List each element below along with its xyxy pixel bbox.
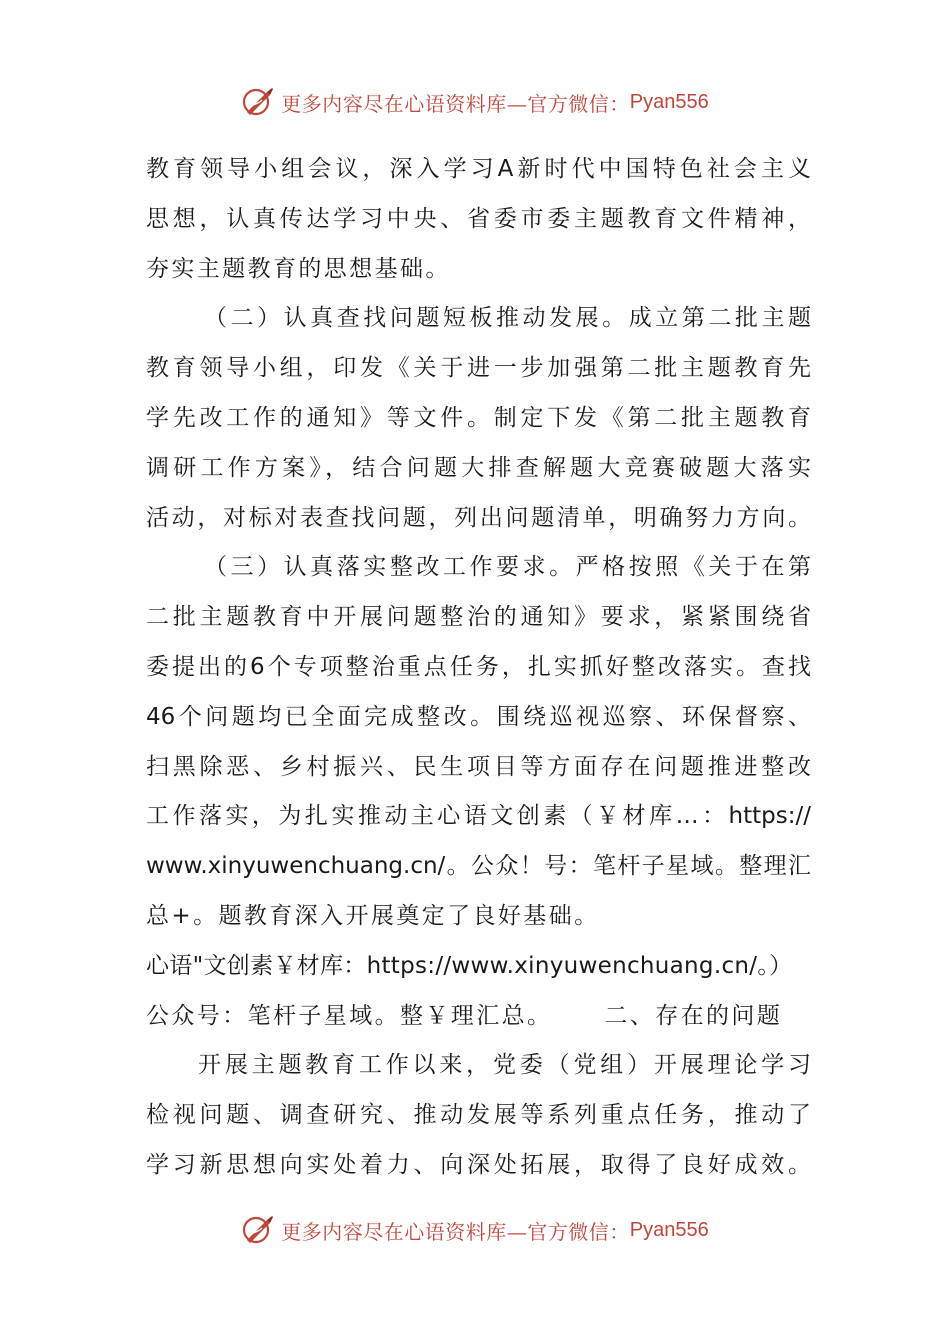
text-line: 检视问题、调查研究、推动发展等系列重点任务，推动了 xyxy=(146,1102,811,1129)
text-line: 心语"文创素￥材库：https://www.xinyuwenchuang.cn/。） xyxy=(146,952,793,979)
banner-text: 更多内容尽在心语资料库—官方微信： xyxy=(281,1219,630,1244)
text-line: www.xinyuwenchuang.cn/。公众！号：笔杆子星域。整理汇 xyxy=(146,853,811,880)
text-line: （三）认真落实整改工作要求。严格按照《关于在第 xyxy=(204,554,811,581)
text-line: 活动，对标对表查找问题，列出问题清单，明确努力方向。 xyxy=(146,504,811,531)
pen-logo-icon xyxy=(241,1213,275,1247)
text-line: 学先改工作的通知》等文件。制定下发《第二批主题教育 xyxy=(146,404,811,431)
text-line: 委提出的6个专项整治重点任务，扎实抓好整改落实。查找 xyxy=(146,653,811,680)
text-line: 思想，认真传达学习中央、省委市委主题教育文件精神， xyxy=(146,205,811,232)
text-line: 开展主题教育工作以来，党委（党组）开展理论学习 xyxy=(198,1052,811,1079)
text-segment: 公众号：笔杆子星域。整￥理汇总。 xyxy=(146,1002,553,1029)
document-body xyxy=(146,145,811,1191)
text-line: 夯实主题教育的思想基础。 xyxy=(146,255,451,282)
banner-wechat-id: Pyan556 xyxy=(629,1218,709,1241)
section-heading: 二、存在的问题 xyxy=(604,1002,783,1029)
banner-wechat-id: Pyan556 xyxy=(629,90,709,113)
text-line: 总+。题教育深入开展奠定了良好基础。 xyxy=(146,902,600,929)
text-line: 46个问题均已全面完成整改。围绕巡视巡察、环保督察、 xyxy=(146,703,811,730)
text-line: 教育领导小组会议，深入学习A新时代中国特色社会主义 xyxy=(146,156,811,182)
banner-text: 更多内容尽在心语资料库—官方微信： xyxy=(281,91,630,116)
text-line: 二批主题教育中开展问题整治的通知》要求，紧紧围绕省 xyxy=(146,604,811,631)
text-line xyxy=(146,992,811,1042)
text-line: （二）认真查找问题短板推动发展。成立第二批主题 xyxy=(204,305,811,332)
text-line: 工作落实，为扎实推动主心语文创素（￥材库…：https:// xyxy=(146,803,811,830)
header-banner xyxy=(0,82,950,122)
pen-logo-icon xyxy=(241,85,275,119)
footer-banner xyxy=(0,1210,950,1250)
text-line: 学习新思想向实处着力、向深处拓展，取得了良好成效。 xyxy=(146,1151,811,1178)
text-line: 教育领导小组，印发《关于进一步加强第二批主题教育先 xyxy=(146,355,811,382)
text-line: 调研工作方案》，结合问题大排查解题大竞赛破题大落实 xyxy=(146,454,811,481)
text-line: 扫黑除恶、乡村振兴、民生项目等方面存在问题推进整改 xyxy=(146,753,811,780)
